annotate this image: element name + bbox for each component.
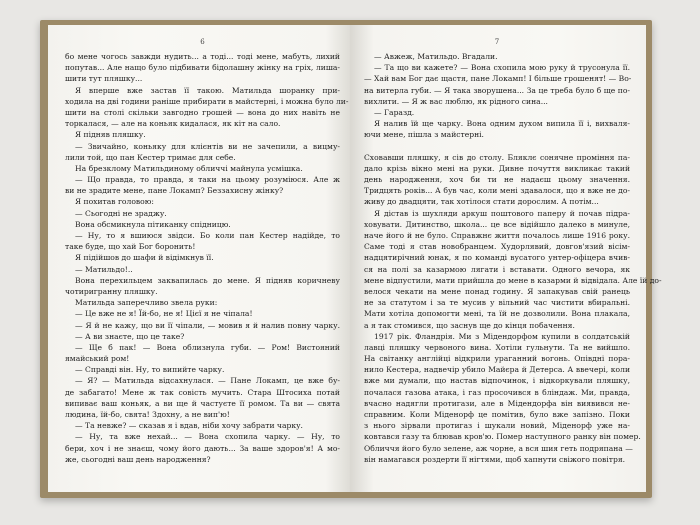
text-line: лавці пляшку червоного вина. Хотіли гульнути. Та не вийшло. — [364, 342, 630, 352]
text-line — [364, 141, 630, 152]
text-line: На світанку англійці відкрили ураганний вогонь. Опівдні пора- — [364, 354, 630, 364]
text-line: — Та що ви кажете? — Вона схопила мою руку й трусонула її. — [374, 63, 630, 73]
text-line: Матильда заперечливо звела руки: — [75, 298, 218, 308]
text-line: дало крізь вікно мені на руки. Дивне почуття викликає такий — [364, 163, 630, 173]
right-page-text — [364, 51, 662, 465]
text-line: вже ми думали, що настав відпочинок, і відкоркували пляшку, — [364, 376, 630, 386]
text-line: людина, їй-бо, свята! Здохну, а не вип'ю! — [65, 410, 230, 419]
text-line: шити тут пляшку... — [65, 74, 143, 84]
text-line: Я налив їй ще чарку. Вона одним духом випила її і, вихваля- — [374, 119, 630, 129]
text-line: — Ще б пак! — Вона облизнула губи. — Ром! Вистояний — [75, 342, 340, 352]
text-line: бо мене чогось завжди нудить... а тоді... тоді мене, мабуть, лихий — [65, 52, 340, 61]
text-line: де забагато! Мене ж так совість мучить. Стара Штосиха потай — [65, 387, 340, 397]
left-page — [48, 25, 350, 492]
text-line: — А ви знаєте, що це таке? — [75, 331, 185, 341]
text-line: Саме тоді я став новобранцем. Худорлявий, довгов'язий вісім- — [364, 242, 630, 252]
text-line: — Я? — Матильда відсахнулася. — Пане Локамп, це вже бу- — [75, 376, 340, 386]
text-line: попутав... Але нащо було підбивати бідолашну жінку на гріх, лиша- — [65, 63, 340, 73]
text-line: чотиригранну пляшку. — [65, 286, 158, 296]
left-page-text — [65, 51, 349, 465]
text-line: лили той, що пан Кестер тримає для себе. — [65, 152, 236, 162]
text-line: справним. Коли Міденорф це помітив, було вже запізно. Поки — [364, 410, 630, 419]
text-line: — Справді він. Ну, то випийте чарку. — [75, 365, 225, 375]
text-line: — Що правда, то правда, я таки на цьому розуміюся. Але ж — [75, 175, 340, 185]
text-line: Тридцять років... А був час, коли мені здавалося, що я вже не до- — [364, 186, 630, 196]
text-line: таке буде, що хай Бог боронить! — [65, 242, 196, 252]
text-line: — Авжеж, Матильдо. Вгадали. — [374, 52, 498, 61]
text-line: Мати хотіла допомогти мені, та їй не дозволили. Вона плакала, — [364, 309, 630, 319]
text-line: мене відпустили, мати прийшла до мене в казарми й відвідала. Але їй до- — [364, 275, 662, 285]
text-line: Вона обсмикнула пітиканку спідницю. — [75, 219, 231, 229]
text-line: Обличчя його було зелене, аж чорне, а вся шия геть подряпана — — [364, 443, 633, 453]
text-line: не за статутом і за те мусив у вільний час чистити вбиральні. — [364, 298, 630, 308]
text-line: На брезклому Матильдиному обличчі майнула усмішка. — [75, 163, 303, 173]
text-line: Я дістав із шухляди аркуш поштового паперу й почав підра- — [374, 208, 630, 218]
text-line: ся на полі за казармою лягати і вставати. Одного вечора, як — [364, 264, 630, 274]
text-line: день народження, хоч би ти не надаєш цьому значення. — [364, 175, 630, 185]
text-line: випиває ваш коньяк, а ви ще й частуєте її ромом. Та ви — свята — [65, 398, 340, 408]
text-line: — Це вже не я! Їй-бо, не я! Цієї я не чіпала! — [75, 309, 253, 319]
text-line: почалася газова атака, і газ просочився в бліндаж. Ми, правда, — [364, 387, 630, 397]
text-line: Вона перехильцем заквапилась до мене. Я підняв коричневу — [75, 275, 340, 285]
text-line: — Матильдо!.. — [75, 264, 133, 274]
text-line: ючи мене, пішла з майстерні. — [364, 130, 484, 140]
text-line: живу до двадцяти, так хотілося стати дорослим. А потім... — [364, 197, 599, 207]
text-line: з нього зірвали протигаз і шукали новий, Міденорф уже на- — [364, 421, 630, 431]
text-line: велося чекати на мене понад годину. Я запакував свій ранець — [364, 286, 630, 296]
text-line: бери, хоч і не знаєш, чому його дають... За ваше здоров'я! А мо- — [65, 443, 340, 453]
text-line: торкалася, — але на коньяк кидалася, як кіт на сало. — [65, 119, 281, 129]
text-line: — Та невже? — сказав я і вдав, ніби хочу забрати чарку. — [75, 421, 303, 431]
text-line: Я підняв пляшку. — [75, 130, 146, 140]
text-line: — Гаразд. — [374, 107, 415, 117]
text-line: Сховавши пляшку, я сів до столу. Бляклє сонячне проміння па- — [364, 152, 630, 162]
text-line: наче його й не було. Справжнє життя почалось лише 1916 року. — [364, 231, 630, 240]
text-line: — Звичайно, коньяку для клієнтів ви не зачепили, а вицму- — [75, 141, 340, 151]
text-line: — Я й не кажу, що ви її чіпали, — мовив я й налив повну чарку. — [75, 320, 340, 330]
text-line: — Ну, та вже нехай... — Вона схопила чарку. — Ну, то — [75, 432, 340, 442]
text-line: — Сьогодні не зраджу. — [75, 208, 167, 218]
text-line: а я так стомився, що заснув ще до кінця побачення. — [364, 320, 575, 330]
text-line: — Ну, то я вшиюся звідси. Бо коли пан Кестер надійде, то — [75, 231, 340, 240]
text-line: Я вперше вже застав її такою. Матильда шоранку при- — [75, 85, 340, 95]
right-page — [350, 25, 662, 492]
text-line: ви не зрадите мене, пане Локамп? Беззахисну жінку? — [65, 186, 284, 196]
text-line: ховувати. Дитинство, школа... це все відійшло далеко в минуле, — [364, 219, 630, 229]
right-page-number: 7 — [494, 38, 500, 46]
text-line: він намагався роздерти її нігтями, щоб хапнути свіжого повітря. — [364, 454, 626, 464]
text-line: ковтався газу та блював кров'ю. Помер наступного ранку він помер. — [364, 432, 641, 442]
text-line: ямайський ром! — [65, 354, 130, 364]
text-line: вихлити. — Я ж вас люблю, як рідного сина... — [364, 96, 548, 106]
text-line: надцятирічний юнак, я по команді вусатого унтер-офіцера вчив- — [364, 253, 630, 263]
text-line: же, сьогодні ваш день народження? — [65, 454, 211, 464]
text-line: ходила на дві години раніше прибирати в майстерні, і можна було ли- — [65, 96, 349, 106]
text-line: Я підійшов до шафи й відімкнув її. — [75, 253, 214, 263]
left-page-number: 6 — [200, 38, 205, 46]
text-line: вчасно надягли протигази, але в Мідендорфа він виявився не- — [364, 398, 630, 408]
text-line: нило Кестера, надвечір убило Майєра й Детерса. А ввечері, коли — [364, 365, 630, 375]
text-line: на витерла губи. — Я така зворушена... За це треба було б ще по- — [364, 85, 630, 95]
text-line: Я похитав головою: — [75, 197, 154, 207]
text-line: 1917 рік. Фландрія. Ми з Мідендорфом купили в солдатській — [374, 331, 630, 341]
text-line: шити на столі скільки завгодно грошей — вона до них навіть не — [65, 107, 340, 117]
text-line: — Хай вам Бог дає щастя, пане Локамп! І більше грошенят! — Во- — [364, 74, 632, 84]
